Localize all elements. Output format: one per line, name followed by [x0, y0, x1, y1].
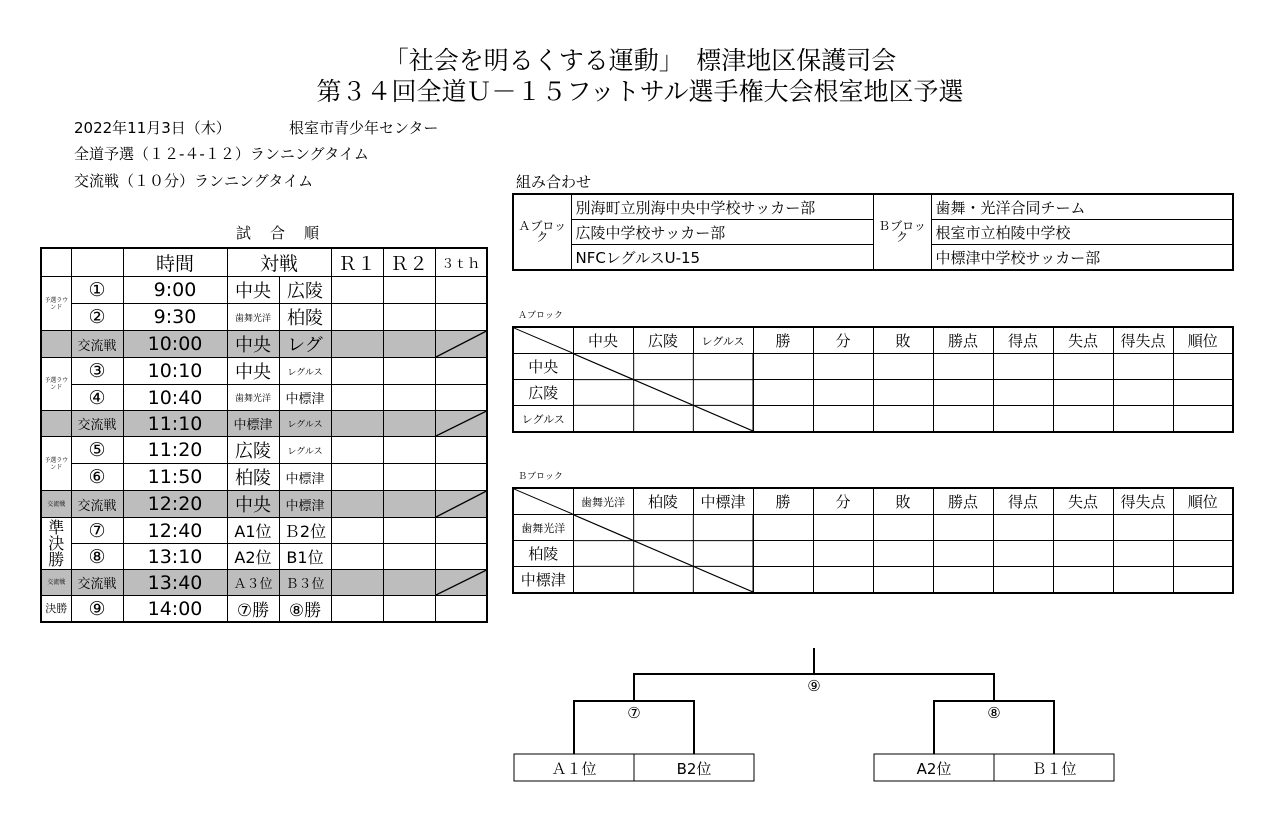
opponent-header: 広陵: [633, 327, 693, 354]
team-label: 中標津: [513, 567, 573, 594]
team-a: A2位: [227, 544, 279, 570]
stat-header: 得点: [993, 327, 1053, 354]
match-time: 13:10: [123, 544, 227, 570]
r2-cell: [383, 544, 435, 570]
opponent-header: 中標津: [693, 488, 753, 515]
match-time: 11:50: [123, 464, 227, 491]
stat-cell: [873, 515, 933, 541]
stat-cell: [753, 380, 813, 406]
stat-header: 分: [813, 327, 873, 354]
stat-cell: [1053, 406, 1113, 433]
match-time: 13:40: [123, 570, 227, 596]
r1-cell: [331, 304, 383, 331]
stat-cell: [933, 515, 993, 541]
team-a: 中央: [227, 277, 279, 304]
header-r1: Ｒ１: [331, 248, 383, 277]
stat-header: 敗: [873, 488, 933, 515]
self-match-diagonal: [573, 515, 753, 594]
event-date: 2022年11月3日（木）: [74, 119, 231, 137]
team-b: B1位: [279, 544, 331, 570]
stat-cell: [873, 541, 933, 567]
stat-header: 順位: [1173, 327, 1233, 354]
team-a: Ａ３位: [227, 570, 279, 596]
corner-slashed: [513, 327, 573, 354]
stat-cell: [1173, 541, 1233, 567]
3th-cell-slashed: [435, 570, 487, 596]
bracket-semi1-label: ⑦: [627, 704, 641, 722]
exchange-label: 交流戦: [41, 570, 71, 596]
stat-cell: [1113, 541, 1173, 567]
a-team: NFCレグルスU-15: [571, 245, 873, 271]
r1-cell: [331, 331, 383, 358]
combination-table: [512, 193, 1234, 271]
exchange-label: 交流戦: [41, 491, 71, 518]
league-header-row: [513, 488, 1233, 515]
combination-row: [513, 194, 1233, 220]
team-b: ⑧勝: [279, 596, 331, 623]
stat-cell: [813, 354, 873, 380]
stat-cell: [813, 515, 873, 541]
stat-cell: [933, 354, 993, 380]
schedule-row: [41, 358, 487, 385]
3th-cell: [435, 277, 487, 304]
event-venue: 根室市青少年センター: [289, 119, 439, 137]
stat-cell: [933, 541, 993, 567]
stat-header: 得点: [993, 488, 1053, 515]
match-no: 交流戦: [71, 570, 123, 596]
team-label: 柏陵: [513, 541, 573, 567]
r2-cell: [383, 437, 435, 464]
stat-cell: [813, 406, 873, 433]
r2-cell: [383, 491, 435, 518]
block-b-label: Ｂブロック: [873, 194, 931, 270]
stat-cell: [933, 380, 993, 406]
r2-cell: [383, 385, 435, 411]
team-b: レグルス: [279, 411, 331, 437]
stat-cell: [1173, 515, 1233, 541]
round-label: 予選ラウンド: [41, 277, 71, 331]
stat-header: 失点: [1053, 488, 1113, 515]
round-label: 予選ラウンド: [41, 437, 71, 491]
header-match: 対戦: [227, 248, 331, 277]
r2-cell: [383, 596, 435, 623]
stat-cell: [1053, 541, 1113, 567]
r1-cell: [331, 411, 383, 437]
league-a-caption: Ａブロック: [518, 311, 563, 321]
team-label: 中央: [513, 354, 573, 380]
r2-cell: [383, 464, 435, 491]
team-label: レグルス: [513, 406, 573, 433]
stat-cell: [873, 380, 933, 406]
3th-cell-slashed: [435, 411, 487, 437]
3th-cell-slashed: [435, 331, 487, 358]
3th-cell-slashed: [435, 491, 487, 518]
header-time: 時間: [123, 248, 227, 277]
stat-cell: [753, 515, 813, 541]
stat-cell: [933, 406, 993, 433]
b-team: 中標津中学校サッカー部: [931, 245, 1233, 271]
team-b: レグ: [279, 331, 331, 358]
schedule-table: [40, 247, 488, 623]
schedule-row: [41, 464, 487, 491]
format-qualifier: 全道予選（１２-４-１２）ランニングタイム: [74, 145, 369, 163]
match-no: ⑤: [71, 437, 123, 464]
stat-cell: [1053, 515, 1113, 541]
r1-cell: [331, 518, 383, 544]
header-blank-2: [71, 248, 123, 277]
match-no: ⑥: [71, 464, 123, 491]
stat-header: 勝: [753, 488, 813, 515]
r1-cell: [331, 491, 383, 518]
stat-cell: [993, 380, 1053, 406]
schedule-row: [41, 385, 487, 411]
stat-cell: [813, 380, 873, 406]
stat-cell: [993, 515, 1053, 541]
stat-header: 失点: [1053, 327, 1113, 354]
stat-cell: [993, 406, 1053, 433]
stat-cell: [1113, 354, 1173, 380]
stat-cell: [753, 406, 813, 433]
corner-slashed: [513, 488, 573, 515]
stat-cell: [1053, 380, 1113, 406]
stat-header: 敗: [873, 327, 933, 354]
league-row: [513, 354, 1233, 380]
team-a: 中央: [227, 331, 279, 358]
stat-cell: [1113, 380, 1173, 406]
3th-cell: [435, 544, 487, 570]
schedule-header-row: [41, 248, 487, 277]
match-no: ③: [71, 358, 123, 385]
header-r2: Ｒ２: [383, 248, 435, 277]
stat-header: 得失点: [1113, 327, 1173, 354]
schedule-row-exchange: [41, 331, 487, 358]
match-no: ⑨: [71, 596, 123, 623]
bracket-slot-b1: Ｂ１位: [1031, 760, 1077, 778]
format-exchange: 交流戦（１０分）ランニングタイム: [74, 172, 314, 190]
a-team: 別海町立別海中央中学校サッカー部: [571, 194, 873, 220]
stat-cell: [1113, 515, 1173, 541]
r2-cell: [383, 358, 435, 385]
match-no: 交流戦: [71, 331, 123, 358]
header-3th: ３ｔｈ: [435, 248, 487, 277]
match-no: 交流戦: [71, 491, 123, 518]
combination-caption: 組み合わせ: [516, 173, 592, 191]
schedule-caption: 試 合 順: [236, 224, 322, 242]
bracket-final-label: ⑨: [807, 677, 821, 695]
match-no: ⑦: [71, 518, 123, 544]
r1-cell: [331, 570, 383, 596]
team-a: 柏陵: [227, 464, 279, 491]
team-b: 中標津: [279, 491, 331, 518]
league-a-table: [512, 326, 1234, 433]
team-label: 歯舞光洋: [513, 515, 573, 541]
match-time: 10:40: [123, 385, 227, 411]
match-no: ①: [71, 277, 123, 304]
team-a: 広陵: [227, 437, 279, 464]
stat-header: 順位: [1173, 488, 1233, 515]
r2-cell: [383, 518, 435, 544]
title-line-2: 第３４回全道Ｕ－１５フットサル選手権大会根室地区予選: [316, 77, 964, 106]
bracket-semi2-label: ⑧: [987, 704, 1001, 722]
match-time: 14:00: [123, 596, 227, 623]
r1-cell: [331, 437, 383, 464]
team-b: レグルス: [279, 358, 331, 385]
team-b: Ｂ2位: [279, 518, 331, 544]
row-label-blank: [41, 411, 71, 437]
match-no: ④: [71, 385, 123, 411]
r1-cell: [331, 544, 383, 570]
schedule-row: [41, 518, 487, 544]
schedule-row: [41, 277, 487, 304]
schedule-row: [41, 544, 487, 570]
stat-header: 勝点: [933, 488, 993, 515]
team-b: 柏陵: [279, 304, 331, 331]
r1-cell: [331, 385, 383, 411]
opponent-header: 中央: [573, 327, 633, 354]
stat-cell: [873, 567, 933, 594]
stat-cell: [1113, 567, 1173, 594]
r1-cell: [331, 596, 383, 623]
title-line-1: 「社会を明るくする運動」 標津地区保護司会: [383, 46, 897, 75]
schedule-row-exchange: [41, 491, 487, 518]
stat-cell: [1173, 567, 1233, 594]
match-time: 9:00: [123, 277, 227, 304]
stat-cell: [753, 354, 813, 380]
team-b: 広陵: [279, 277, 331, 304]
league-row: [513, 515, 1233, 541]
bracket-slot-a1: Ａ１位: [551, 760, 597, 778]
opponent-header: 歯舞光洋: [573, 488, 633, 515]
stat-cell: [873, 406, 933, 433]
team-b: Ｂ３位: [279, 570, 331, 596]
self-match-diagonal: [573, 354, 753, 433]
match-time: 12:20: [123, 491, 227, 518]
block-a-label: Ａブロック: [513, 194, 571, 270]
b-team: 根室市立柏陵中学校: [931, 220, 1233, 245]
schedule-row-exchange: [41, 411, 487, 437]
stat-cell: [813, 541, 873, 567]
stat-cell: [1173, 380, 1233, 406]
match-time: 10:00: [123, 331, 227, 358]
team-b: レグルス: [279, 437, 331, 464]
match-time: 11:10: [123, 411, 227, 437]
round-label: 予選ラウンド: [41, 358, 71, 411]
stat-cell: [933, 567, 993, 594]
stat-header: 得失点: [1113, 488, 1173, 515]
row-label-blank: [41, 331, 71, 358]
3th-cell: [435, 304, 487, 331]
stat-cell: [993, 354, 1053, 380]
schedule-row: [41, 437, 487, 464]
league-b-table: [512, 487, 1234, 594]
team-a: 中央: [227, 358, 279, 385]
3th-cell: [435, 518, 487, 544]
stat-header: 勝: [753, 327, 813, 354]
header-blank-1: [41, 248, 71, 277]
match-no: 交流戦: [71, 411, 123, 437]
stat-cell: [813, 567, 873, 594]
stat-cell: [993, 541, 1053, 567]
final-label: 決勝: [41, 596, 71, 623]
bracket-slot-a2: A2位: [916, 760, 952, 778]
schedule-row: [41, 596, 487, 623]
a-team: 広陵中学校サッカー部: [571, 220, 873, 245]
r1-cell: [331, 464, 383, 491]
match-time: 10:10: [123, 358, 227, 385]
league-b-caption: Ｂブロック: [518, 472, 563, 482]
stat-cell: [753, 541, 813, 567]
3th-cell: [435, 358, 487, 385]
bracket-slot-b2: B2位: [676, 760, 712, 778]
team-a: A1位: [227, 518, 279, 544]
team-a: 中標津: [227, 411, 279, 437]
match-no: ②: [71, 304, 123, 331]
r2-cell: [383, 570, 435, 596]
team-label: 広陵: [513, 380, 573, 406]
stat-cell: [1173, 354, 1233, 380]
team-b: 中標津: [279, 385, 331, 411]
stat-cell: [873, 354, 933, 380]
stat-cell: [1173, 406, 1233, 433]
team-a: 歯舞光洋: [227, 304, 279, 331]
match-time: 11:20: [123, 437, 227, 464]
team-b: 中標津: [279, 464, 331, 491]
stat-cell: [993, 567, 1053, 594]
stat-cell: [753, 567, 813, 594]
r2-cell: [383, 411, 435, 437]
3th-cell: [435, 464, 487, 491]
opponent-header: 柏陵: [633, 488, 693, 515]
b-team: 歯舞・光洋合同チーム: [931, 194, 1233, 220]
r1-cell: [331, 358, 383, 385]
opponent-header: レグルス: [693, 327, 753, 354]
match-time: 9:30: [123, 304, 227, 331]
team-a: ⑦勝: [227, 596, 279, 623]
3th-cell: [435, 596, 487, 623]
semi-label: 準決勝: [41, 518, 71, 570]
team-a: 中央: [227, 491, 279, 518]
r1-cell: [331, 277, 383, 304]
3th-cell: [435, 385, 487, 411]
3th-cell: [435, 437, 487, 464]
stat-cell: [1053, 567, 1113, 594]
match-time: 12:40: [123, 518, 227, 544]
r2-cell: [383, 304, 435, 331]
schedule-row-exchange: [41, 570, 487, 596]
team-a: 歯舞光洋: [227, 385, 279, 411]
match-no: ⑧: [71, 544, 123, 570]
r2-cell: [383, 331, 435, 358]
league-header-row: [513, 327, 1233, 354]
r2-cell: [383, 277, 435, 304]
stat-cell: [1053, 354, 1113, 380]
stat-cell: [1113, 406, 1173, 433]
schedule-row: [41, 304, 487, 331]
stat-header: 勝点: [933, 327, 993, 354]
stat-header: 分: [813, 488, 873, 515]
